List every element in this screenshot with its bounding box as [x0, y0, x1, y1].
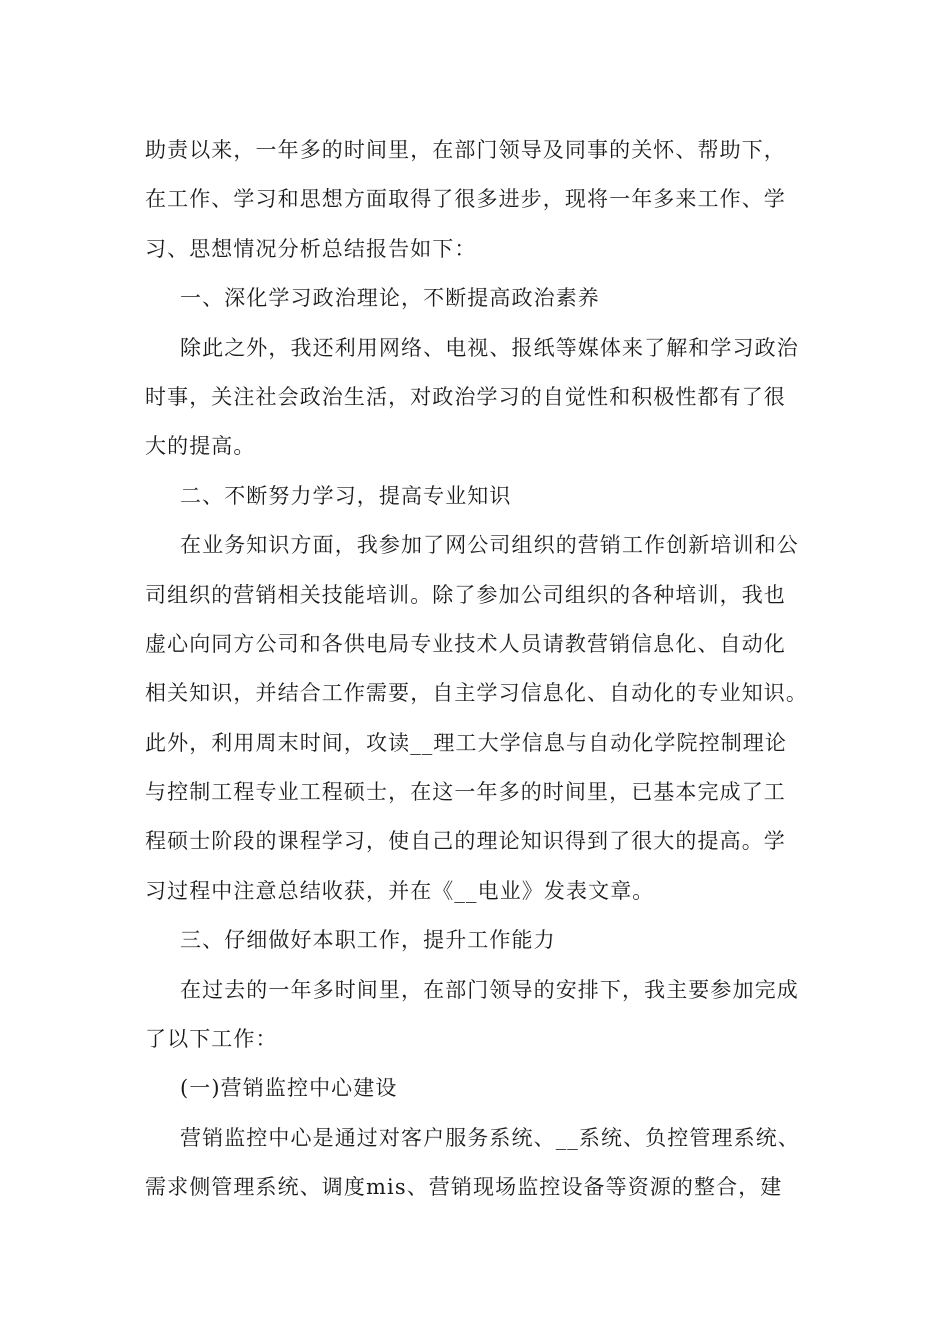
paragraph-line: 相关知识，并结合工作需要，自主学习信息化、自动化的专业知识。 — [145, 681, 808, 706]
paragraph-first-line: 除此之外，我还利用网络、电视、报纸等媒体来了解和学习政治 — [180, 335, 799, 360]
paragraph-line: 了以下工作： — [145, 1027, 278, 1052]
paragraph-first-line: 二、不断努力学习，提高专业知识 — [180, 483, 512, 508]
paragraph-line: 在工作、学习和思想方面取得了很多进步，现将一年多来工作、学 — [145, 187, 786, 212]
paragraph-first-line: 在业务知识方面，我参加了网公司组织的营销工作创新培训和公 — [180, 533, 799, 558]
paragraph-line: 需求侧管理系统、调度mis、营销现场监控设备等资源的整合，建 — [145, 1175, 783, 1200]
paragraph-first-line: 营销监控中心是通过对客户服务系统、__系统、负控管理系统、 — [180, 1125, 800, 1150]
paragraph-line: 程硕士阶段的课程学习，使自己的理论知识得到了很大的提高。学 — [145, 829, 786, 854]
paragraph-line: 此外，利用周末时间，攻读__理工大学信息与自动化学院控制理论 — [145, 730, 787, 755]
paragraph-line: 虚心向同方公司和各供电局专业技术人员请教营销信息化、自动化 — [145, 631, 786, 656]
paragraph-line: 大的提高。 — [145, 434, 256, 459]
paragraph-line: 习、思想情况分析总结报告如下： — [145, 236, 477, 261]
paragraph-line: 与控制工程专业工程硕士，在这一年多的时间里，已基本完成了工 — [145, 780, 786, 805]
paragraph-first-line: 三、仔细做好本职工作，提升工作能力 — [180, 928, 556, 953]
document-body — [145, 126, 817, 1213]
paragraph-first-line: 在过去的一年多时间里，在部门领导的安排下，我主要参加完成 — [180, 977, 799, 1002]
paragraph-line: 习过程中注意总结收获，并在《__电业》发表文章。 — [145, 878, 655, 903]
paragraph-line: 司组织的营销相关技能培训。除了参加公司组织的各种培训，我也 — [145, 582, 786, 607]
paragraph-first-line: 一、深化学习政治理论，不断提高政治素养 — [180, 286, 600, 311]
paragraph-line: 助责以来，一年多的时间里，在部门领导及同事的关怀、帮助下， — [145, 138, 786, 162]
paragraph-line: 时事，关注社会政治生活，对政治学习的自觉性和积极性都有了很 — [145, 384, 786, 409]
paragraph-first-line: (一)营销监控中心建设 — [180, 1076, 398, 1101]
